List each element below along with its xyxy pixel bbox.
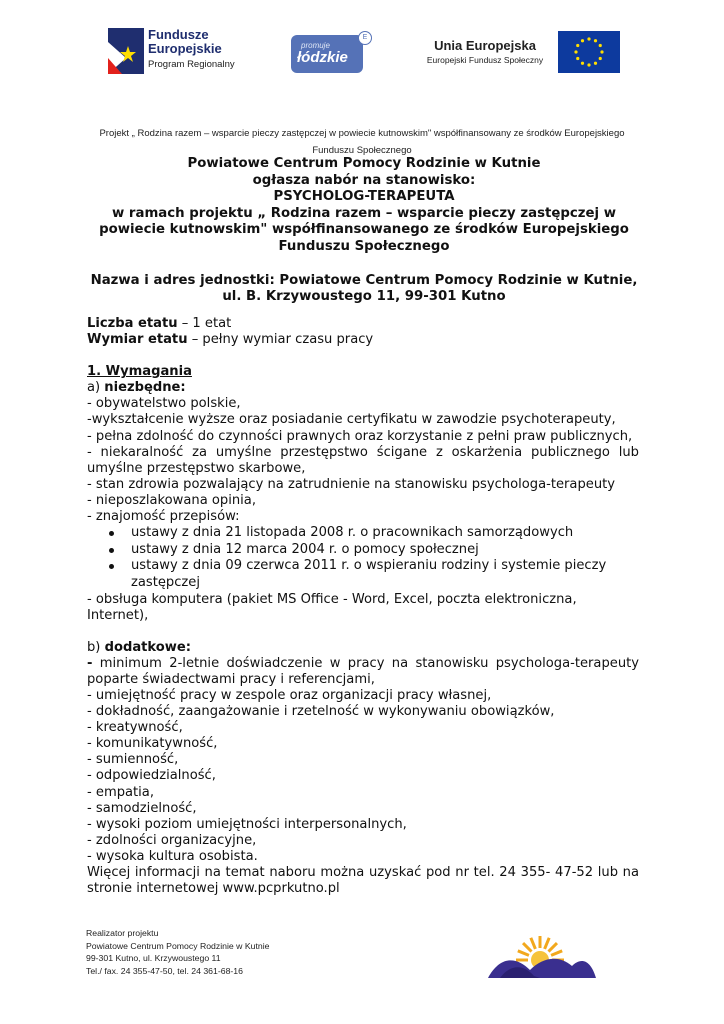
requirement-experience: - minimum 2-letnie doświadczenie w pracy na stanowisku psychologa-terapeuty poparte świadectwami pracy i referencjami, — [87, 655, 639, 687]
requirement-item: - obywatelstwo polskie, — [87, 396, 241, 412]
eu-star-icon — [594, 62, 597, 65]
requirement-item: - pełna zdolność do czynności prawnych oraz korzystanie z pełni praw publicznych, — [87, 428, 633, 444]
title-project: w ramach projektu „ Rodzina razem – wsparcie pieczy zastępczej w powiecie kutnowskim" współfinansowanego ze środków Europejskiego Funduszu Społecznego — [99, 205, 629, 254]
project-note: Projekt „ Rodzina razem – wsparcie pieczy zastępczej w powiecie kutnowskim" współfinansowany ze środków Europejskiego Funduszu Społecznego — [99, 128, 625, 156]
additional-requirement-item: - samodzielność, — [87, 800, 197, 816]
more-info: Więcej informacji na temat naboru można uzyskać pod nr tel. 24 355- 47-52 lub na stronie internetowej www.pcprkutno.pl — [87, 865, 639, 897]
etat-size-label: Wymiar etatu — [87, 332, 188, 348]
etat-count-value: – 1 etat — [177, 316, 232, 331]
pcpr-sun-logo — [480, 930, 600, 978]
requirement-item: -wykształcenie wyższe oraz posiadanie certyfikatu w zawodzie psychoterapeuty, — [87, 412, 616, 428]
etat-count — [87, 316, 639, 332]
additional-requirement-item: - wysoka kultura osobista. — [87, 848, 258, 864]
additional-requirement-item: - umiejętność pracy w zespole oraz organizacji pracy własnej, — [87, 687, 492, 703]
additional-requirement-item: - wysoki poziom umiejętności interpersonalnych, — [87, 816, 407, 832]
eu-star-icon — [576, 57, 579, 60]
eu-star-icon — [599, 57, 602, 60]
announcement-body — [87, 316, 639, 897]
eu-star-icon — [600, 50, 603, 53]
requirement-item: - nieposzlakowana opinia, — [87, 492, 256, 508]
additional-requirement-item: - dokładność, zaangażowanie i rzetelność w wykonywaniu obowiązków, — [87, 704, 555, 720]
requirements-a-heading: a) niezbędne: — [87, 380, 186, 396]
lodzkie-logo-main: łódzkie — [297, 49, 348, 66]
eu-star-icon — [581, 39, 584, 42]
fe-logo-line2: Europejskie — [148, 41, 222, 56]
footer-line: Realizator projektu — [86, 928, 159, 938]
eu-star-icon — [581, 62, 584, 65]
requirements-a-list — [87, 396, 639, 525]
requirement-computer: - obsługa komputera (pakiet MS Office - Word, Excel, poczta elektroniczna, Internet), — [87, 591, 577, 623]
additional-requirement-item: - kreatywność, — [87, 720, 183, 736]
requirement-item: - stan zdrowia pozwalający na zatrudnienie na stanowisku psychologa-terapeuty — [87, 476, 615, 492]
regulations-list — [87, 525, 639, 591]
ue-title: Unia Europejska — [434, 38, 536, 53]
title-position: PSYCHOLOG-TERAPEUTA — [273, 189, 455, 205]
eu-star-icon — [574, 50, 577, 53]
ue-subtitle: Europejski Fundusz Społeczny — [426, 55, 544, 65]
footer-line: Powiatowe Centrum Pomocy Rodzinie w Kutnie — [86, 940, 270, 951]
requirements-b-heading: b) dodatkowe: — [87, 639, 191, 655]
footer-realizator — [86, 927, 270, 977]
eu-star-icon — [576, 44, 579, 47]
lodzkie-logo-mark: E — [358, 31, 372, 45]
announcement-title-block — [86, 156, 642, 306]
title-address-line1: Nazwa i adres jednostki: Powiatowe Centrum Pomocy Rodzinie w Kutnie, — [90, 272, 638, 288]
etat-count-label: Liczba etatu — [87, 316, 178, 331]
additional-requirement-item: - zdolności organizacyjne, — [87, 832, 257, 848]
footer-line: Tel./ fax. 24 355-47-50, tel. 24 361-68-16 — [86, 965, 243, 976]
etat-size-value: – pełny wymiar czasu pracy — [187, 332, 374, 348]
requirement-item: - niekaralność za umyślne przestępstwo ścigane z oskarżenia publicznego lub umyślne przestępstwo skarbowe, — [87, 444, 639, 476]
fundusze-europejskie-logo — [108, 26, 248, 78]
etat-size — [87, 332, 639, 348]
fe-logo-line1: Fundusze — [148, 27, 209, 42]
regulation-item: ustawy z dnia 21 listopada 2008 r. o pracownikach samorządowych — [87, 525, 639, 542]
title-institution: Powiatowe Centrum Pomocy Rodzinie w Kutnie — [187, 156, 541, 171]
additional-requirement-item: - komunikatywność, — [87, 736, 218, 752]
eu-star-icon — [587, 37, 590, 40]
additional-requirement-item: - empatia, — [87, 784, 154, 800]
additional-requirement-item: - sumienność, — [87, 752, 179, 768]
requirements-b-list — [87, 688, 639, 865]
additional-requirement-item: - odpowiedzialność, — [87, 768, 216, 784]
requirement-item: - znajomość przepisów: — [87, 509, 240, 525]
unia-europejska-logo-text — [420, 38, 550, 65]
title-announces: ogłasza nabór na stanowisko: — [252, 172, 476, 188]
eu-star-icon — [594, 39, 597, 42]
eu-star-icon — [599, 44, 602, 47]
requirements-heading: 1. Wymagania — [87, 364, 192, 380]
promuje-lodzkie-logo — [291, 31, 373, 73]
lodzkie-logo-small: promuje — [301, 41, 330, 50]
fe-logo-line3: Program Regionalny — [148, 59, 235, 70]
eu-star-icon — [587, 63, 590, 66]
regulation-item: ustawy z dnia 12 marca 2004 r. o pomocy społecznej — [87, 542, 639, 559]
fundusze-europejskie-star-icon — [108, 28, 144, 74]
eu-flag-icon — [558, 31, 620, 73]
regulation-item: ustawy z dnia 09 czerwca 2011 r. o wspieraniu rodziny i systemie pieczy zastępczej — [87, 558, 639, 591]
title-address-line2: ul. B. Krzywoustego 11, 99-301 Kutno — [222, 289, 506, 305]
footer-line: 99-301 Kutno, ul. Krzywoustego 11 — [86, 953, 221, 964]
